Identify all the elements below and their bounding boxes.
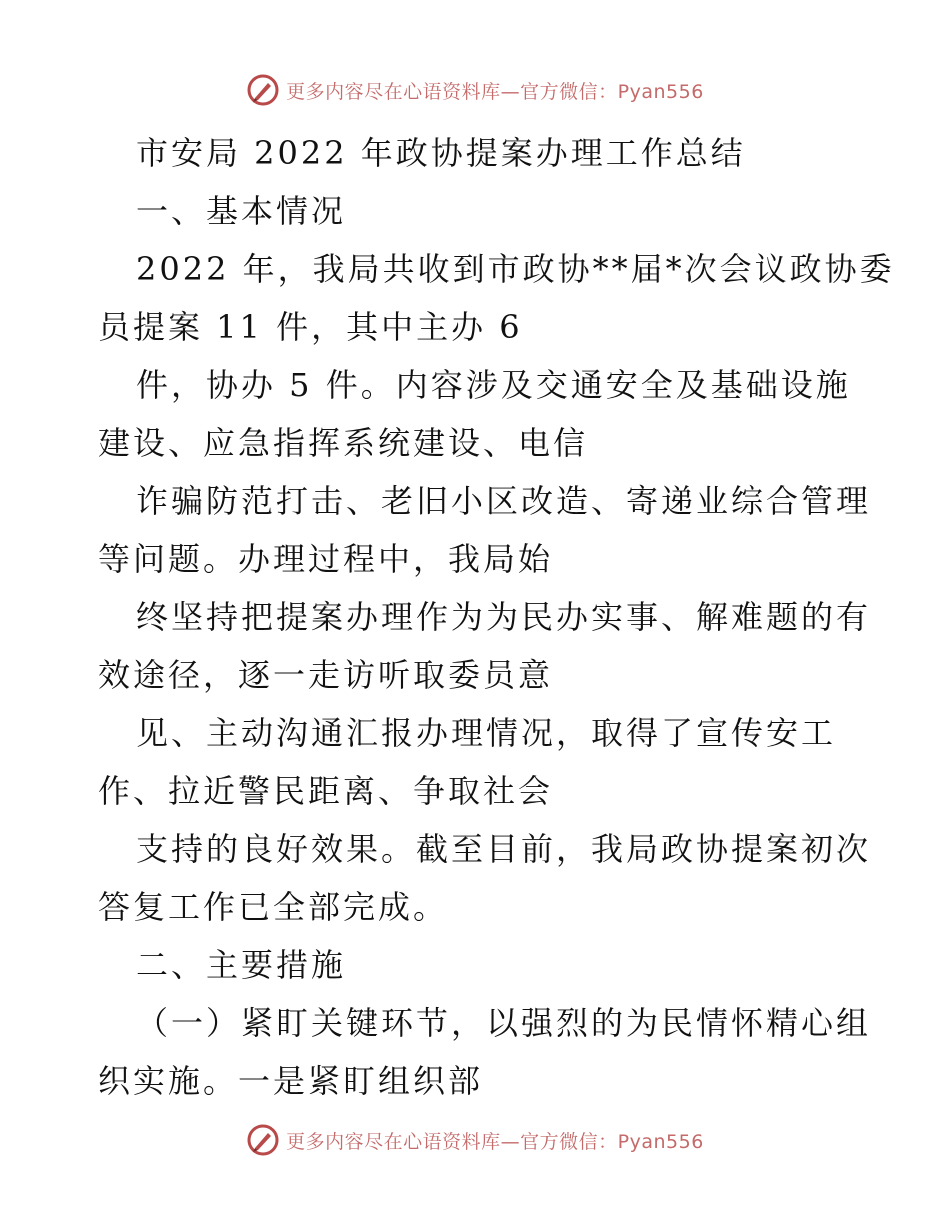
watermark-text: 更多内容尽在心语资料库—官方微信：Pyan556 xyxy=(286,1130,704,1153)
paragraph-line: 答复工作已全部完成。 xyxy=(98,888,449,926)
watermark-text: 更多内容尽在心语资料库—官方微信：Pyan556 xyxy=(286,80,704,103)
paragraph-line: 支持的良好效果。截至目前，我局政协提案初次 xyxy=(136,830,872,868)
paragraph-line: 诈骗防范打击、老旧小区改造、寄递业综合管理 xyxy=(136,482,872,520)
paragraph-line: 终坚持把提案办理作为为民办实事、解难题的有 xyxy=(136,598,872,636)
paragraph-line: 见、主动沟通汇报办理情况，取得了宣传安工 xyxy=(136,714,837,752)
doc-title: 市安局 2022 年政协提案办理工作总结 xyxy=(136,134,746,172)
section-heading-1: 一、基本情况 xyxy=(136,192,347,230)
paragraph-line: 件，协办 5 件。内容涉及交通安全及基础设施 xyxy=(136,366,851,404)
paragraph-line: （一）紧盯关键环节，以强烈的为民情怀精心组 xyxy=(136,1004,872,1042)
pen-logo-icon xyxy=(246,73,280,107)
document-body xyxy=(98,124,895,1110)
section-heading-2: 二、主要措施 xyxy=(136,946,347,984)
paragraph-line: 等问题。办理过程中，我局始 xyxy=(98,540,554,578)
paragraph-line: 效途径，逐一走访听取委员意 xyxy=(98,656,554,694)
footer-watermark xyxy=(0,1120,950,1160)
paragraph-line: 织实施。一是紧盯组织部 xyxy=(98,1062,484,1100)
paragraph-line: 2022 年，我局共收到市政协**届*次会议政协委 xyxy=(136,250,895,288)
paragraph-line: 建设、应急指挥系统建设、电信 xyxy=(98,424,589,462)
pen-logo-icon xyxy=(246,1123,280,1157)
header-watermark xyxy=(0,70,950,110)
paragraph-line: 员提案 11 件，其中主办 6 xyxy=(98,308,523,346)
paragraph-line: 作、拉近警民距离、争取社会 xyxy=(98,772,554,810)
